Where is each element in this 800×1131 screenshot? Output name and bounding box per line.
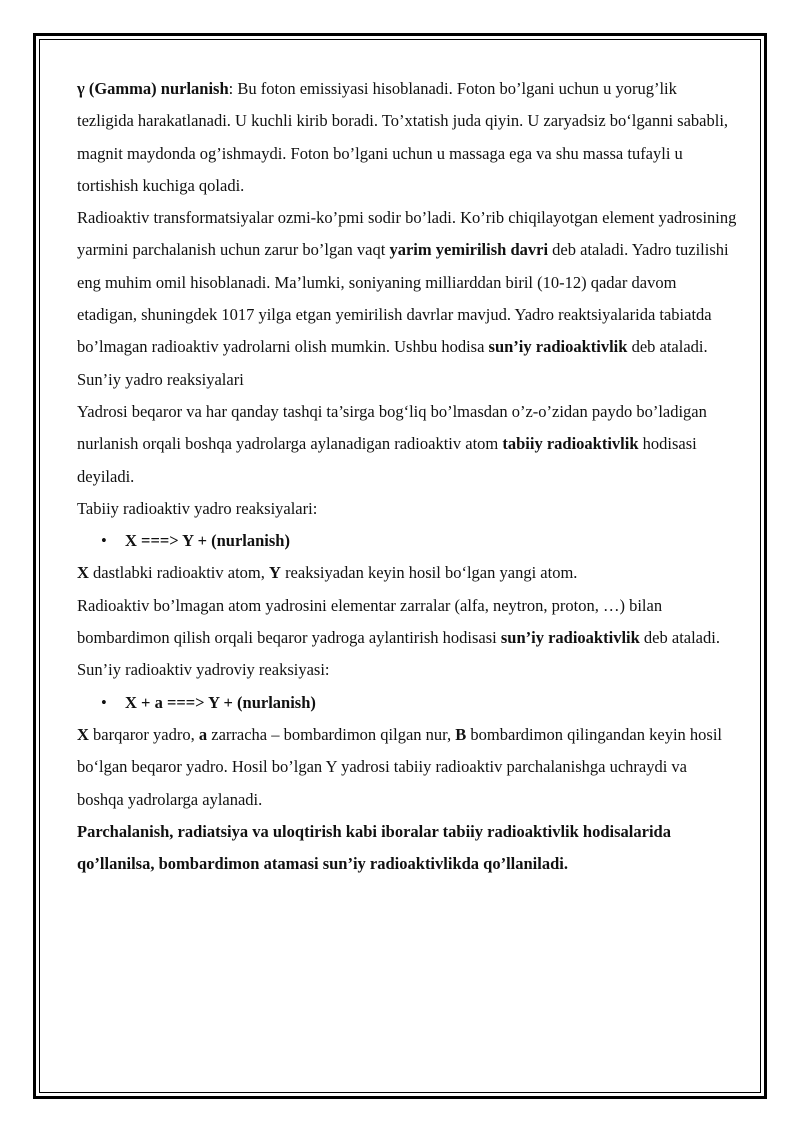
paragraph-gamma bbox=[77, 73, 737, 202]
paragraph-text: deb ataladi. bbox=[627, 337, 708, 357]
term-gamma: γ (Gamma) nurlanish bbox=[77, 79, 229, 98]
bullet-icon: • bbox=[101, 531, 107, 551]
paragraph-natural-definition bbox=[77, 396, 737, 493]
paragraph-conclusion bbox=[77, 816, 737, 881]
symbol-y: Y bbox=[269, 563, 281, 583]
term-artificial-radioactivity: sun’iy radioaktivlik bbox=[500, 628, 640, 648]
symbol-a: a bbox=[198, 724, 208, 744]
paragraph-text: deb ataladi. Yadro tuzilishi eng muhim omil hisoblanadi. Ma’lumki, soniyaning milliarddan biril (10-12) qadar davom etadigan, shuningdek 1017 yilga etgan yemirilish davrlar mavjud. Yadro reaktsiyalarida tabiatda bo’lmagan radioaktiv yadrolarni olish mumkin. Ushbu hodisa bbox=[77, 240, 729, 357]
term-natural-radioactivity: tabiiy radioaktivlik bbox=[502, 434, 639, 454]
conclusion-text: Parchalanish, radiatsiya va uloqtirish kabi iboralar tabiiy radioaktivlik hodisalarida qo’llanilsa, bombardimon atamasi sun’iy radioaktivlikda qo’llaniladi. bbox=[77, 821, 671, 874]
symbol-x: X bbox=[77, 563, 89, 583]
paragraph-text: Radioaktiv bo’lmagan atom yadrosini elementar zarralar (alfa, neytron, proton, …) bilan bombardimon qilish orqali beqaror yadroga aylantirish hodisasi bbox=[77, 595, 663, 648]
paragraph-text: hodisasi deyiladi. bbox=[77, 434, 697, 486]
heading-natural-reactions: Tabiiy radioaktiv yadro reaksiyalari: bbox=[77, 498, 318, 518]
paragraph-text: deb ataladi. bbox=[639, 628, 720, 648]
heading-artificial-nuclear-reaction: Sun’iy radioaktiv yadroviy reaksiyasi: bbox=[77, 660, 330, 680]
paragraph-text: dastlabki radioaktiv atom, bbox=[88, 563, 270, 583]
term-artificial-radioactivity: sun’iy radioaktivlik bbox=[488, 337, 628, 357]
symbol-x: X bbox=[77, 724, 89, 744]
paragraph-text: Yadrosi beqaror va har qanday tashqi ta’sirga bog‘liq bo’lmasdan o’z-o’zidan paydo bo’ladigan nurlanish orqali boshqa yadrolarga aylanadigan radioaktiv atom bbox=[77, 401, 707, 454]
paragraph-text: : Bu foton emissiyasi hisoblanadi. Foton bo’lgani uchun u yorug’lik tezligida harakatlanadi. U kuchli kirib boradi. To’xtatish juda qiyin. U zaryadsiz bo‘lganni sababli, magnit maydonda og’ishmaydi. Foton bo’lgani uchun u massaga ega va shu massa tufayli u tortishish kuchiga qoladi. bbox=[77, 79, 729, 195]
paragraph-text: reaksiyadan keyin hosil bo‘lgan yangi atom. bbox=[280, 563, 578, 583]
paragraph-xy-definition bbox=[77, 557, 737, 589]
paragraph-xab-definition bbox=[77, 719, 737, 816]
symbol-b: B bbox=[455, 724, 467, 744]
paragraph-half-life bbox=[77, 202, 737, 363]
equation-text: X ===> Y + (nurlanish) bbox=[125, 531, 290, 551]
bullet-item-artificial-equation bbox=[77, 687, 737, 719]
paragraph-text: Radioaktiv transformatsiyalar ozmi-ko’pmi sodir bo’ladi. Ko’rib chiqilayotgan element yadrosining yarmini parchalanish uchun zarur bo’lgan vaqt bbox=[77, 208, 737, 260]
bullet-item-natural-equation bbox=[77, 525, 737, 557]
document-body bbox=[77, 73, 737, 880]
paragraph-text: zarracha – bombardimon qilgan nur, bbox=[207, 724, 456, 744]
term-half-life: yarim yemirilish davri bbox=[389, 240, 549, 260]
paragraph-text: bombardimon qilingandan keyin hosil bo‘lgan beqaror yadro. Hosil bo’lgan Y yadrosi tabiiy radioaktiv parchalanishga uchraydi va boshqa yadrolarga aylanadi. bbox=[77, 724, 722, 809]
heading-artificial-reactions: Sun’iy yadro reaksiyalari bbox=[77, 369, 244, 389]
bullet-icon: • bbox=[101, 692, 107, 712]
paragraph-bombardment bbox=[77, 590, 737, 655]
paragraph-text: barqaror yadro, bbox=[88, 724, 199, 744]
equation-text: X + a ===> Y + (nurlanish) bbox=[125, 692, 316, 712]
